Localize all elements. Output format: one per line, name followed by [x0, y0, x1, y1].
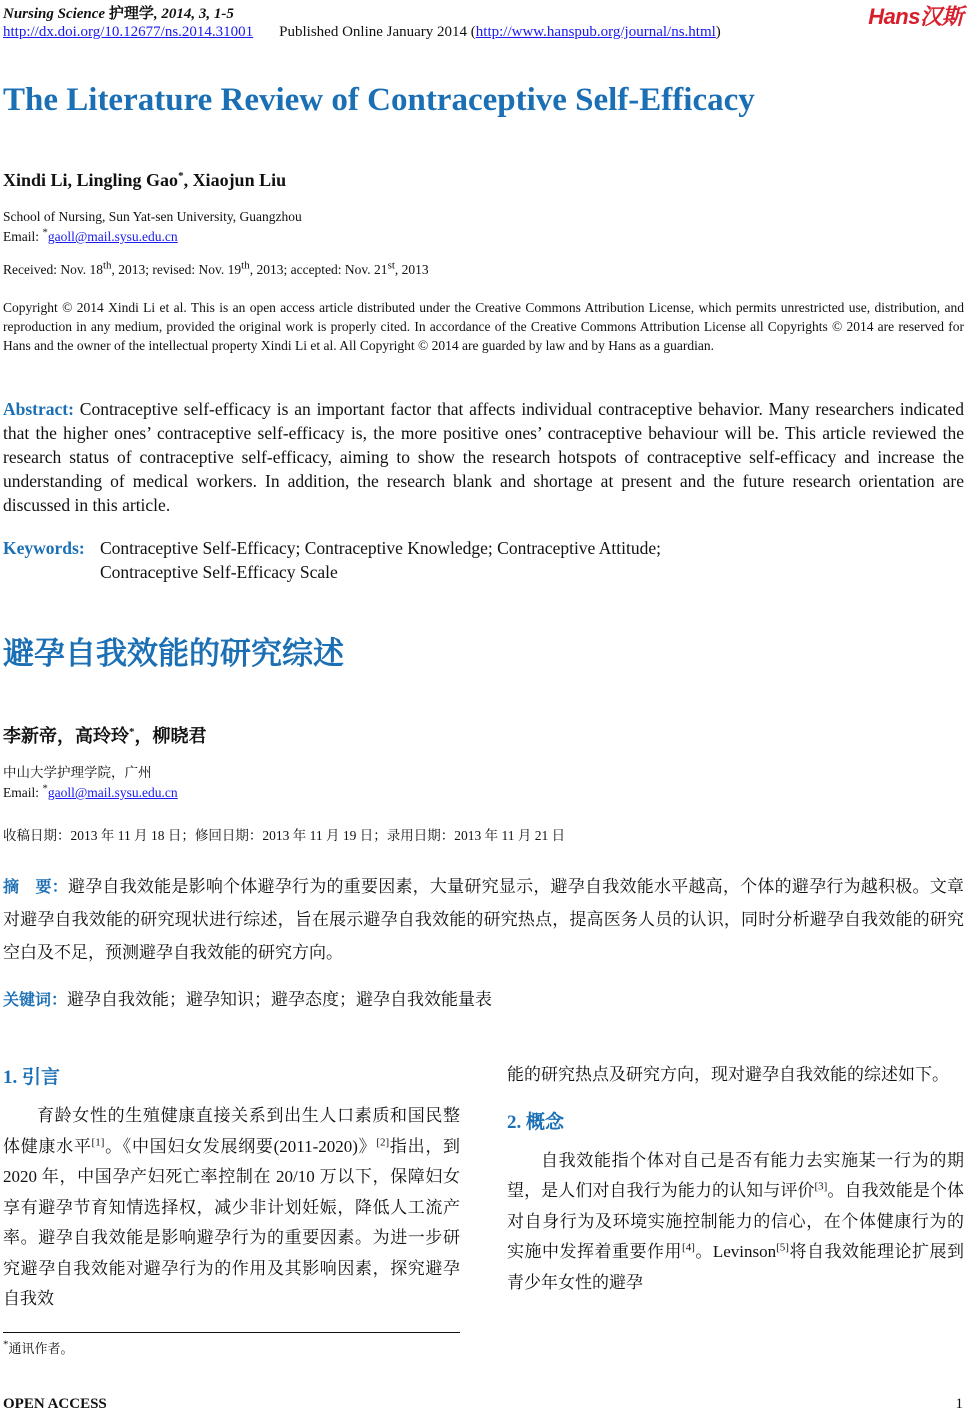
concept-text-b: 。自我效能是个体对自身行为及环境实施控制能力的信心，在个体健康行为的实施中发挥着重要作用: [507, 1181, 965, 1261]
email-mark-cn: *: [42, 782, 48, 795]
section-1-title: 引言: [22, 1066, 61, 1088]
concept-text-a: 自我效能指个体对自己是否有能力去实施某一行为的期望，是人们对自我行为能力的认知与评价: [507, 1150, 964, 1200]
intro-text-a: 育龄女性的生殖健康直接关系到出生人口素质和国民整体健康水平: [3, 1106, 460, 1156]
email-label-en: Email:: [3, 229, 43, 244]
ref-5: [5]: [776, 1241, 789, 1254]
authors-en-post: , Xiaojun Liu: [183, 170, 287, 190]
authors-cn: [3, 722, 207, 748]
accepted-sup: st: [387, 259, 395, 272]
keywords-line2-en: Contraceptive Self-Efficacy Scale: [100, 562, 338, 582]
authors-cn-post: ，柳晓君: [134, 726, 207, 746]
dates-en: [3, 259, 429, 278]
intro-text-b: 。《中国妇女发展纲要(2011-2020)》: [104, 1136, 377, 1156]
body-column-right: [507, 1060, 964, 1298]
received-date: Received: Nov. 18: [3, 262, 103, 277]
open-access-footer: OPEN ACCESS: [3, 1396, 107, 1412]
page-number: 1: [955, 1396, 963, 1412]
hans-logo: [868, 0, 963, 31]
author-mark-cn: *: [129, 726, 135, 738]
logo-en: Hans: [868, 4, 920, 29]
email-link-en[interactable]: gaoll@mail.sysu.edu.cn: [47, 229, 178, 244]
abstract-text-en: Contraceptive self-efficacy is an important factor that affects individual contraceptive behavior. Many researchers indicated that the higher ones’ contraceptive self-efficacy is, the more positive ones’ contraceptive behaviour will be. This article reviewed the research status of contraceptive self-efficacy, aiming to show the research hotspots of contraceptive self-efficacy and increase the understanding of medical workers. In addition, the research blank and shortage at present and the future research orientation are discussed in this article.: [3, 399, 964, 515]
body-column-left: [3, 1060, 460, 1315]
footnote-text: 通讯作者。: [8, 1341, 74, 1356]
affiliation-en-text: School of Nursing, Sun Yat-sen University, Guangzhou: [3, 209, 302, 224]
abstract-text-cn: 避孕自我效能是影响个体避孕行为的重要因素，大量研究显示，避孕自我效能水平越高，个体的避孕行为越积极。文章对避孕自我效能的研究现状进行综述，旨在展示避孕自我效能的研究热点，提高医务人员的认识，同时分析避孕自我效能的研究空白及不足，预测避孕自我效能的研究方向。: [3, 877, 964, 962]
accepted-year: , 2013: [394, 262, 429, 277]
concept-text-d: 将自我效能理论扩展到青少年女性的避孕: [507, 1242, 964, 1292]
keywords-cn: [3, 985, 492, 1015]
abstract-cn: [3, 870, 964, 969]
published-online: Published Online January 2014 (: [279, 24, 476, 40]
revised-sup: th: [241, 259, 250, 272]
title-cn: 避孕自我效能的研究综述: [3, 636, 344, 672]
ref-1: [1]: [91, 1135, 105, 1148]
intro-text-c: 指出，到 2020 年，中国孕产妇死亡率控制在 20/10 万以下，保障妇女享有避孕节育知情选择权，减少非计划妊娠，降低人工流产率。避孕自我效能是影响避孕行为的重要因素。为进一步研究避孕自我效能对避孕行为的作用及其影响因素，探究避孕自我效: [3, 1136, 461, 1308]
dates-cn: 收稿日期：2013 年 11 月 18 日；修回日期：2013 年 11 月 19 日；录用日期：2013 年 11 月 21 日: [3, 828, 566, 843]
intro-continuation: 能的研究热点及研究方向，现对避孕自我效能的综述如下。: [507, 1065, 949, 1084]
affiliation-cn-text: 中山大学护理学院，广州: [3, 765, 152, 780]
keywords-line1-en: Contraceptive Self-Efficacy; Contraceptive Knowledge; Contraceptive Attitude;: [100, 538, 661, 558]
logo-cn: 汉斯: [919, 4, 963, 29]
journal-url-link[interactable]: http://www.hanspub.org/journal/ns.html: [475, 24, 716, 40]
keywords-label-en: Keywords:: [3, 538, 85, 558]
section-1-heading: [3, 1060, 460, 1095]
ref-3: [3]: [814, 1180, 828, 1193]
footnote: [3, 1338, 74, 1357]
header-links: [3, 24, 721, 41]
journal-name-en: Nursing Science: [3, 6, 106, 22]
keywords-text-cn: 避孕自我效能；避孕知识；避孕态度；避孕自我效能量表: [67, 990, 493, 1009]
keywords-en: [3, 536, 964, 584]
section-1-number: 1.: [3, 1067, 22, 1088]
affiliation-en: [3, 207, 302, 247]
authors-cn-pre: 李新帝，高玲玲: [3, 726, 129, 746]
accepted-date: , 2013; accepted: Nov. 21: [249, 262, 388, 277]
affiliation-cn: [3, 763, 178, 803]
section-2-heading: [507, 1105, 964, 1140]
published-close: ): [715, 24, 721, 40]
ref-4: [4]: [682, 1241, 695, 1254]
footnote-mark: *: [3, 1338, 9, 1351]
journal-volume: , 2014, 3, 1-5: [153, 6, 234, 22]
intro-paragraph: [3, 1101, 460, 1315]
abstract-en: [3, 397, 964, 517]
ref-2: [2]: [376, 1135, 390, 1148]
email-mark-en: *: [42, 226, 48, 239]
doi-link[interactable]: http://dx.doi.org/10.12677/ns.2014.31001: [3, 24, 254, 40]
email-link-cn[interactable]: gaoll@mail.sysu.edu.cn: [47, 785, 178, 800]
section-2-number: 2.: [507, 1111, 526, 1133]
title-en: The Literature Review of Contraceptive Self-Efficacy: [3, 82, 755, 118]
journal-name-cn: 护理学: [108, 6, 154, 22]
concept-text-c: 。Levinson: [694, 1242, 777, 1261]
journal-citation: [3, 2, 234, 23]
copyright-notice: Copyright © 2014 Xindi Li et al. This is an open access article distributed under the Creative Commons Attribution License, which permits unrestricted use, distribution, and reproduction in any medium, provided the original work is properly cited. In accordance of the Creative Commons Attribution License all Copyrights © 2014 are reserved for Hans and the owner of the intellectual property Xindi Li et al. All Copyright © 2014 are guarded by law and by Hans as a guardian.: [3, 300, 964, 353]
abstract-label-en: Abstract:: [3, 399, 74, 419]
concept-paragraph: [507, 1146, 964, 1299]
keywords-label-cn: 关键词：: [3, 990, 68, 1009]
revised-date: , 2013; revised: Nov. 19: [111, 262, 242, 277]
footnote-rule: [3, 1332, 460, 1333]
author-mark-en: *: [178, 170, 184, 182]
email-en: [3, 227, 302, 247]
section-2-title: 概念: [526, 1110, 565, 1133]
received-sup: th: [102, 259, 112, 272]
authors-en-pre: Xindi Li, Lingling Gao: [3, 170, 179, 190]
email-label-cn: Email:: [3, 785, 43, 800]
email-cn: [3, 783, 178, 803]
authors-en: [3, 170, 286, 191]
abstract-label-cn: 摘 要：: [3, 877, 68, 896]
